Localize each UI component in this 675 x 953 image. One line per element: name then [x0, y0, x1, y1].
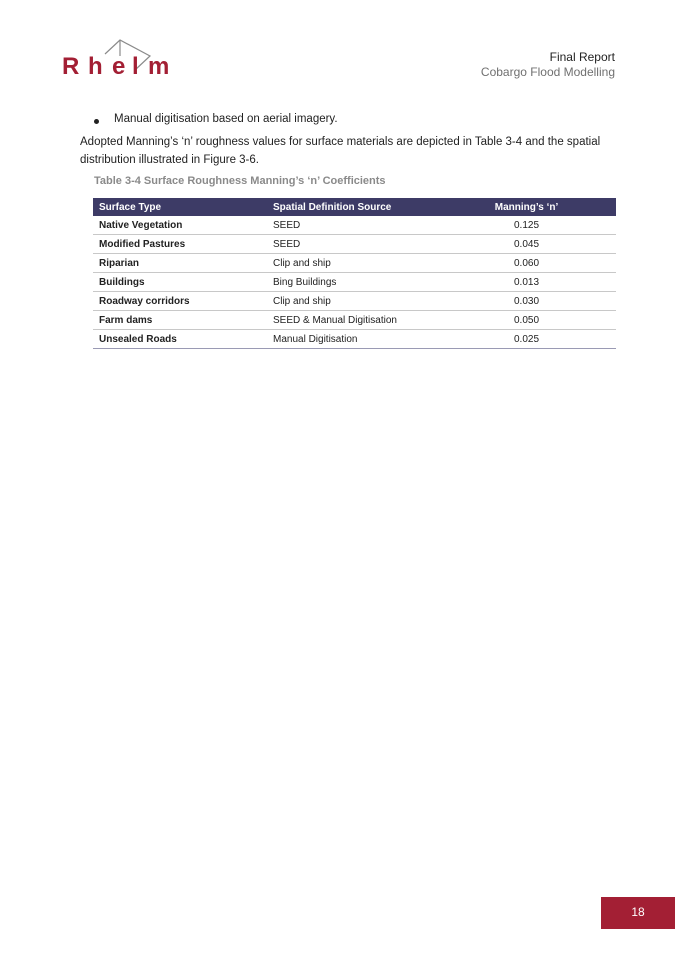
surface-type-cell: Modified Pastures: [93, 235, 267, 254]
page-number-badge: [601, 897, 675, 929]
source-cell: Bing Buildings: [267, 273, 437, 292]
body-paragraph: Adopted Manning’s ‘n’ roughness values for surface materials are depicted in Table 3-4 and the spatial distribution illustrated in Figure 3-6.: [80, 136, 601, 166]
source-cell: SEED & Manual Digitisation: [267, 311, 437, 330]
col-surface-type: Surface Type: [93, 198, 267, 216]
source-cell: SEED: [267, 216, 437, 235]
table-row: [93, 254, 616, 273]
table-row: [93, 216, 616, 235]
svg-text:l: l: [132, 53, 139, 80]
table-row: [93, 235, 616, 254]
source-cell: Clip and ship: [267, 254, 437, 273]
report-header: [481, 50, 615, 80]
surface-type-cell: Buildings: [93, 273, 267, 292]
mannings-n-cell: 0.045: [437, 235, 616, 254]
svg-text:R: R: [62, 53, 80, 80]
table-caption: Table 3-4 Surface Roughness Manning’s ‘n’ Coefficients: [94, 175, 386, 187]
table-row: [93, 311, 616, 330]
mannings-n-cell: 0.013: [437, 273, 616, 292]
surface-type-cell: Native Vegetation: [93, 216, 267, 235]
page-number: 18: [631, 905, 645, 919]
mannings-n-cell: 0.060: [437, 254, 616, 273]
svg-text:m: m: [148, 53, 170, 80]
mannings-n-cell: 0.030: [437, 292, 616, 311]
surface-type-cell: Roadway corridors: [93, 292, 267, 311]
report-title: Final Report: [549, 50, 615, 64]
table-row: [93, 273, 616, 292]
mannings-n-cell: 0.025: [437, 330, 616, 349]
svg-text:e: e: [112, 53, 126, 80]
surface-type-cell: Unsealed Roads: [93, 330, 267, 349]
source-cell: Clip and ship: [267, 292, 437, 311]
report-subtitle: Cobargo Flood Modelling: [480, 65, 615, 79]
col-mannings-n: Manning’s ‘n’: [437, 198, 616, 216]
col-definition-source: Spatial Definition Source: [267, 198, 437, 216]
source-cell: SEED: [267, 235, 437, 254]
table-header-row: [93, 198, 616, 216]
source-cell: Manual Digitisation: [267, 330, 437, 349]
mannings-n-cell: 0.050: [437, 311, 616, 330]
table-row: [93, 292, 616, 311]
rhelm-logo: [60, 36, 180, 80]
surface-type-cell: Farm dams: [93, 311, 267, 330]
roughness-table: [93, 198, 616, 349]
surface-type-cell: Riparian: [93, 254, 267, 273]
mannings-n-cell: 0.125: [437, 216, 616, 235]
svg-text:h: h: [88, 53, 103, 80]
bullet-dot-icon: [94, 119, 99, 124]
bullet-text: Manual digitisation based on aerial imagery.: [114, 113, 338, 125]
table-row: [93, 330, 616, 349]
